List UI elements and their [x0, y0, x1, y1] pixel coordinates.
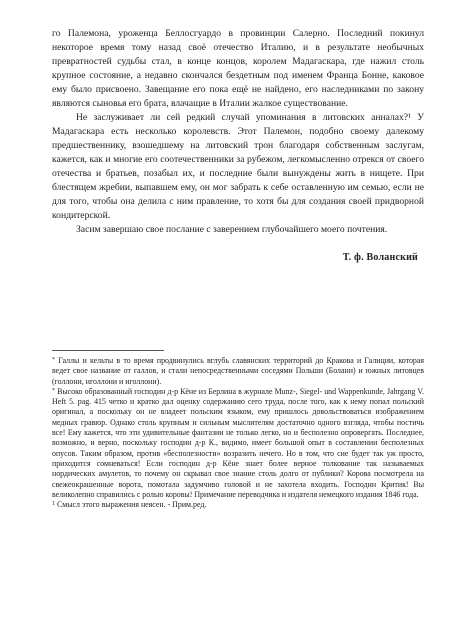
signature: Т. ф. Воланский [342, 252, 418, 263]
footnote-mark: * [52, 357, 55, 363]
footnote-1 [52, 356, 424, 387]
footnote-2 [52, 387, 424, 500]
paragraph-1: го Палемона, уроженца Беллосгуардо в провинции Салерно. Последний покинул некоторое время тому назад своё отечество Италию, и в результате необычных превратностей судьбы стал, в конце концов, королем Мадагаскара, где нажил столь крупное состояние, а недавно скончался бездетным под именем Франца Бонне, каковое ему было присвоено. Завещание его пока ещё не найдено, его наследниками по закону являются сыновья его брата, влачащие в Италии жалкое существование. [52, 28, 424, 109]
footnote-text: Высоко образованный господин д-р Кёне из Берлина в журнале Munz-, Siegel- und Wappenkunde, Jahrgang V. Heft 5. pag. 415 четко и кратко дал оценку содержанию сего труда, после того, как к нему попал польский оригинал, а поскольку он не владеет польским языком, ему пришлось довольствоваться изображением медных гравюр. Однако столь крупным и сильным мыслителям достаточно одного взгляда, чтобы постичь все! Ему кажется, что эти удивительные фантазии не только легко, но и бесполезно опровергать. Последнее, возможно, и верно, поскольку господин д-р К., видимо, имеет большой опыт в составлении бесполезных опусов. Таким образом, против «бесполезности» возразить нечего. Но в том, что сие будет так уж просто, приходится сомневаться! Если господин д-р Кёне знает более верное толкование так называемых нордических амулетов, то почему он скрывал свое знание столь долго от публики? Корова посмотрела на свежеокрашенные ворота, помотала задумчиво головой и не захотела входить. Господин Критик! Вы великолепно справились с ролью коровы! Примечание переводчика и издателя немецкого издания 1846 года. [52, 386, 424, 499]
footnotes [52, 356, 424, 510]
paragraph-3: Засим завершаю свое послание с заверением глубочайшего моего почтения. [76, 224, 388, 235]
paragraph-2: Не заслуживает ли сей редкий случай упоминания в литовских анналах?¹ У Мадагаскара есть несколько королевств. Этот Палемон, подобно своему далекому предшественнику, взошедшему на литовский трон благодаря собственным заслугам, кажется, как и многие его соотечественники за рубежом, легкомысленно отрекся от своего отечества и братьев, позабыл их, и последние были вынуждены жить в нищете. При блестящем жребии, выпавшем ему, он мог забрать к себе оставленную им семью, если не для того, чтобы она делила с ним правление, то хотя бы для создания своей придворной кондитерской. [52, 112, 424, 221]
footnote-3 [52, 500, 424, 510]
main-text [52, 27, 424, 265]
footnote-mark: 1 [52, 501, 55, 508]
footnote-divider [52, 350, 164, 351]
footnote-text: Смысл этого выражения неясен. - Прим.ред. [55, 500, 207, 510]
footnote-mark: * [52, 387, 55, 394]
footnote-text: Галлы и кельты в то время продвинулись вглубь славянских территорий до Кракова и Галиции, которая ведет свое название от галлов, и стали непосредственными соседями Польши (Болани) и южных литовцев (голлони, иголлони и иголлони). [52, 356, 424, 386]
